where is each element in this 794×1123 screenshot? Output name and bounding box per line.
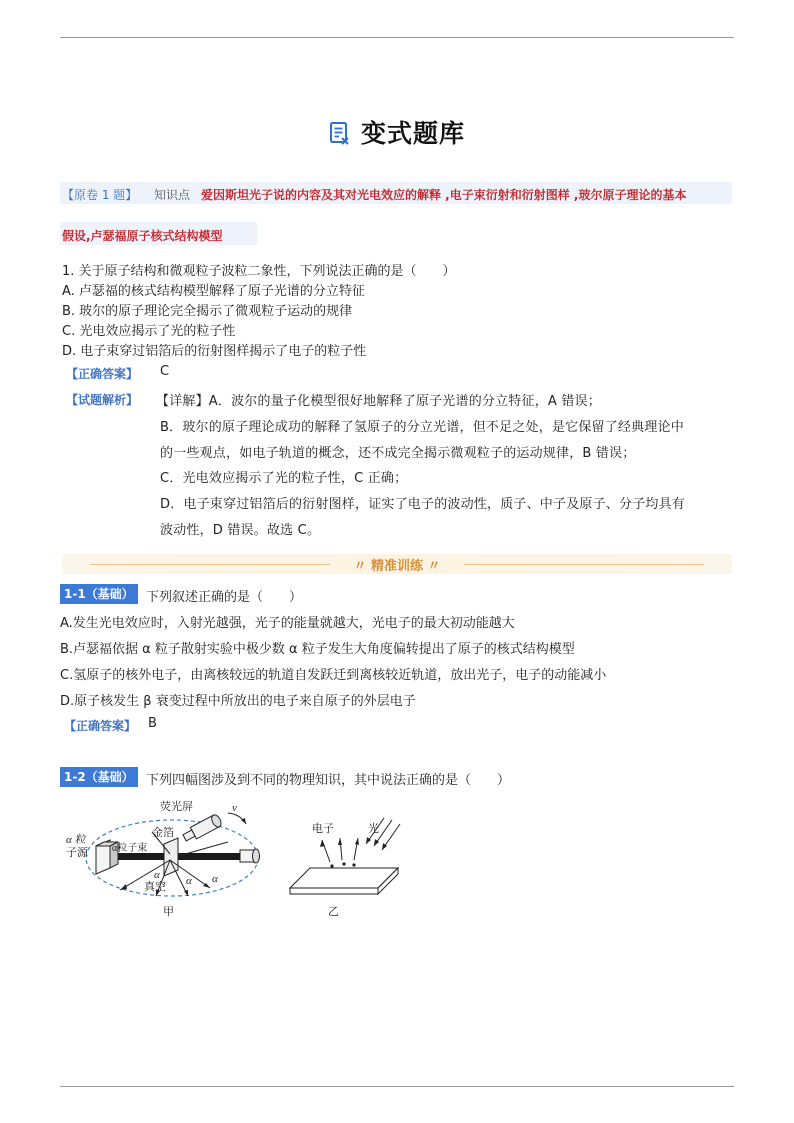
page-title-text: 变式题库 — [360, 119, 465, 148]
beam-rod — [112, 853, 247, 860]
label-electron: 电子 — [312, 823, 334, 835]
label-foil: 金箔 — [152, 827, 174, 839]
analysis-line: D．电子束穿过铝箔后的衍射图样，证实了电子的波动性，质子、中子及原子、分子均具有 — [160, 497, 686, 512]
original-option-b: B. 玻尔的原子理论完全揭示了微观粒子运动的规律 — [62, 304, 353, 319]
label-vacuum: 真空 — [144, 881, 166, 893]
footer-rule — [60, 1086, 734, 1087]
knowledge-point-label: 知识点 — [154, 188, 191, 202]
label-alpha: α — [186, 875, 192, 887]
caption-yi: 乙 — [328, 906, 339, 918]
question-prompt: 下列四幅图涉及到不同的物理知识，其中说法正确的是（ ） — [146, 773, 511, 788]
original-answer-value: C — [160, 364, 170, 379]
analysis-line: B．玻尔的原子理论成功的解释了氢原子的分立光谱，但不足之处，是它保留了经典理论中 — [160, 420, 684, 435]
caption-jia: 甲 — [163, 906, 174, 918]
physics-figure — [60, 798, 410, 920]
knowledge-point-text-continued: 假设,卢瑟福原子核式结构模型 — [62, 229, 223, 243]
question-prompt: 下列叙述正确的是（ ） — [146, 590, 303, 605]
analysis-line: 【详解】A．波尔的量子化模型很好地解释了原子光谱的分立特征，A 错误； — [156, 394, 601, 409]
label-beam: α粒子束 — [112, 843, 148, 854]
question-option-d: D.原子核发生 β 衰变过程中所放出的电子来自原子的外层电子 — [60, 694, 416, 709]
original-answer-label: 【正确答案】 — [66, 367, 139, 381]
analysis-label: 【试题解析】 — [66, 393, 139, 407]
original-option-a: A. 卢瑟福的核式结构模型解释了原子光谱的分立特征 — [62, 284, 365, 299]
analysis-line: C．光电效应揭示了光的粒子性，C 正确； — [160, 471, 408, 486]
microscope — [182, 813, 223, 843]
original-question: 1. 关于原子结构和微观粒子波粒二象性，下列说法正确的是（ ） — [62, 264, 456, 279]
document-edit-icon — [329, 121, 351, 151]
knowledge-point-text: 爱因斯坦光子说的内容及其对光电效应的解释 ,电子束衍射和衍射图样 ,玻尔原子理论的基本 — [201, 188, 687, 202]
question-option-c: C.氢原子的核外电子，由离核较远的轨道自发跃迁到离核较近轨道，放出光子，电子的动能减小 — [60, 668, 607, 683]
double-slash-icon: 〃 — [353, 559, 371, 574]
label-light: 光 — [368, 823, 379, 835]
original-option-c: C. 光电效应揭示了光的粒子性 — [62, 324, 236, 339]
question-option-a: A.发生光电效应时，入射光越强，光子的能量就越大，光电子的最大初动能越大 — [60, 616, 515, 631]
label-v: v — [232, 802, 237, 814]
question-badge: 1-1（基础） — [60, 584, 138, 604]
double-slash-icon: 〃 — [423, 559, 441, 574]
question-option-b: B.卢瑟福依据 α 粒子散射实验中极少数 α 粒子发生大角度偏转提出了原子的核式结构模型 — [60, 642, 575, 657]
header-rule — [60, 37, 734, 38]
figure-yi — [290, 818, 400, 918]
detector — [240, 849, 260, 863]
question-badge: 1-2（基础） — [60, 767, 138, 787]
section-title: 〃 精准训练 〃 — [353, 559, 441, 574]
label-alpha: α — [154, 869, 160, 881]
analysis-line: 波动性，D 错误。故选 C。 — [160, 523, 321, 538]
original-question-tag: 【原卷 1 题】 — [62, 188, 138, 202]
question-answer-value: B — [148, 716, 157, 731]
page-title — [0, 114, 794, 151]
question-answer-label: 【正确答案】 — [64, 719, 137, 733]
label-source-2: 子源 — [66, 847, 88, 859]
original-option-d: D. 电子束穿过铝箔后的衍射图样揭示了电子的粒子性 — [62, 344, 367, 359]
label-screen: 荧光屏 — [160, 801, 193, 813]
label-source-1: α 粒 — [66, 834, 86, 846]
analysis-line: 的一些观点，如电子轨道的概念，还不成完全揭示微观粒子的运动规律，B 错误； — [160, 446, 636, 461]
label-alpha: α — [212, 873, 218, 885]
figure-jia — [66, 799, 260, 918]
